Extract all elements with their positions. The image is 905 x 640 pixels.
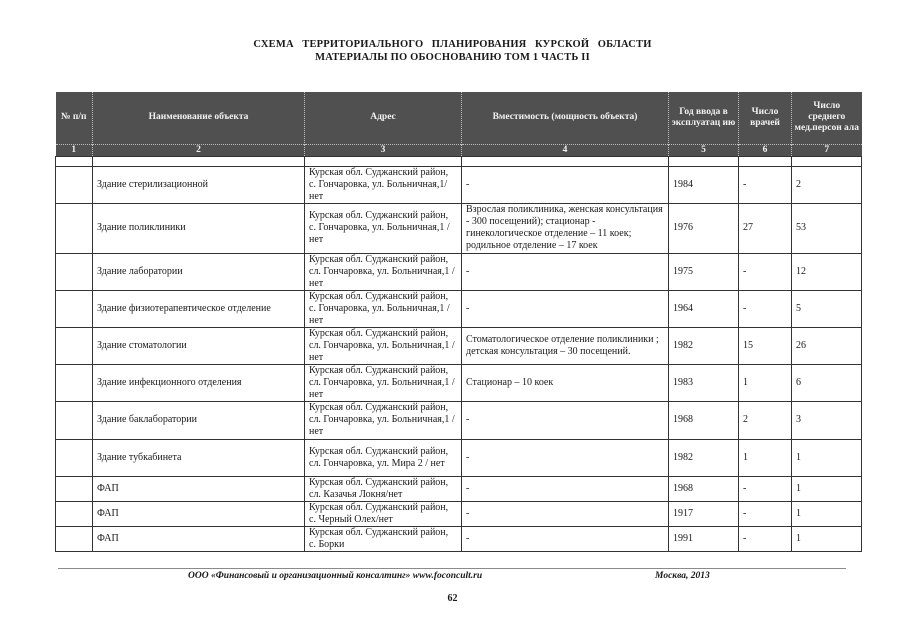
column-header-year: Год ввода в эксплуатац ию: [669, 92, 739, 144]
cell-year: 1975: [669, 253, 739, 290]
header-title-line2: МАТЕРИАЛЫ ПО ОБОСНОВАНИЮ ТОМ 1 ЧАСТЬ II: [315, 52, 590, 63]
cell-staff: 1: [792, 476, 862, 501]
cell-capacity: -: [462, 290, 669, 327]
column-number: 1: [56, 144, 93, 156]
table-row: [56, 253, 862, 290]
cell-year: 1964: [669, 290, 739, 327]
cell-doctors: 2: [739, 401, 792, 439]
column-header-name: Наименование объекта: [93, 92, 305, 144]
cell-year: 1984: [669, 166, 739, 203]
column-number: 7: [792, 144, 862, 156]
column-number: 6: [739, 144, 792, 156]
cell-capacity: -: [462, 401, 669, 439]
cell-doctors: -: [739, 253, 792, 290]
cell-number: [56, 476, 93, 501]
cell-address: Курская обл. Суджанский район, с. Черный Олех/нет: [305, 501, 462, 526]
cell-capacity: -: [462, 253, 669, 290]
cell-year: 1917: [669, 501, 739, 526]
cell-doctors: 1: [739, 439, 792, 476]
cell-year: 1968: [669, 401, 739, 439]
cell-name: ФАП: [93, 501, 305, 526]
cell-name: Здание лаборатории: [93, 253, 305, 290]
cell-address: Курская обл. Суджанский район, сл. Гончаровка, ул. Больничная,1 / нет: [305, 253, 462, 290]
cell-doctors: 15: [739, 327, 792, 364]
cell-year: 1982: [669, 439, 739, 476]
footer-company: ООО «Финансовый и организационный консалтинг» www.foconcult.ru: [188, 571, 483, 581]
cell-capacity: -: [462, 526, 669, 551]
table-header-row: [56, 92, 862, 144]
footer-divider: [58, 568, 846, 569]
cell-address: Курская обл. Суджанский район, сл. Гончаровка, ул. Больничная,1 / нет: [305, 327, 462, 364]
cell-staff: 3: [792, 401, 862, 439]
column-number-row: [56, 144, 862, 156]
table-row: [56, 290, 862, 327]
cell-name: Здание инфекционного отделения: [93, 364, 305, 401]
column-number: 2: [93, 144, 305, 156]
cell-year: 1983: [669, 364, 739, 401]
cell-capacity: Стационар – 10 коек: [462, 364, 669, 401]
column-header-number: № п/п: [56, 92, 93, 144]
cell-capacity: -: [462, 501, 669, 526]
cell-staff: 5: [792, 290, 862, 327]
table-row: [56, 364, 862, 401]
cell-doctors: -: [739, 476, 792, 501]
footer-city-year: Москва, 2013: [655, 571, 710, 581]
column-header-capacity: Вместимость (мощность объекта): [462, 92, 669, 144]
cell-number: [56, 526, 93, 551]
table-row: [56, 526, 862, 551]
cell-capacity: Взрослая поликлиника, женская консультация - 300 посещений); стационар - гинекологическое отделение – 11 коек; родильное отделение – 17 коек: [462, 203, 669, 253]
cell-address: Курская обл. Суджанский район, с. Борки: [305, 526, 462, 551]
table-row: [56, 476, 862, 501]
cell-staff: 12: [792, 253, 862, 290]
cell-name: ФАП: [93, 476, 305, 501]
cell-name: Здание поликлиники: [93, 203, 305, 253]
cell-address: Курская обл. Суджанский район, с. Гончаровка, ул. Больничная,1 /нет: [305, 203, 462, 253]
cell-address: Курская обл. Суджанский район, сл. Гончаровка, ул. Больничная,1 / нет: [305, 401, 462, 439]
cell-staff: 53: [792, 203, 862, 253]
cell-name: Здание стоматологии: [93, 327, 305, 364]
cell-doctors: -: [739, 290, 792, 327]
cell-capacity: -: [462, 476, 669, 501]
cell-year: 1976: [669, 203, 739, 253]
cell-name: Здание тубкабинета: [93, 439, 305, 476]
cell-number: [56, 439, 93, 476]
cell-name: ФАП: [93, 526, 305, 551]
cell-address: Курская обл. Суджанский район, с. Гончаровка, ул. Больничная,1/нет: [305, 166, 462, 203]
cell-number: [56, 327, 93, 364]
cell-year: 1991: [669, 526, 739, 551]
cell-doctors: 27: [739, 203, 792, 253]
cell-name: Здание баклаборатории: [93, 401, 305, 439]
cell-capacity: -: [462, 166, 669, 203]
cell-capacity: Стоматологическое отделение поликлиники ; детская консультация – 30 посещений.: [462, 327, 669, 364]
cell-address: Курская обл. Суджанский район, с. Гончаровка, ул. Больничная,1 /нет: [305, 290, 462, 327]
cell-number: [56, 501, 93, 526]
column-number: 5: [669, 144, 739, 156]
table-row: [56, 401, 862, 439]
cell-number: [56, 253, 93, 290]
cell-capacity: -: [462, 439, 669, 476]
table-row: [56, 439, 862, 476]
cell-address: Курская обл. Суджанский район, сл. Казачья Локня/нет: [305, 476, 462, 501]
cell-name: Здание стерилизационной: [93, 166, 305, 203]
table-row: [56, 203, 862, 253]
medical-facilities-table: [55, 92, 862, 552]
cell-staff: 2: [792, 166, 862, 203]
cell-address: Курская обл. Суджанский район, сл. Гончаровка, ул. Мира 2 / нет: [305, 439, 462, 476]
cell-year: 1968: [669, 476, 739, 501]
cell-staff: 1: [792, 526, 862, 551]
cell-name: Здание физиотерапевтическое отделение: [93, 290, 305, 327]
table-row: [56, 327, 862, 364]
column-header-address: Адрес: [305, 92, 462, 144]
table-row: [56, 501, 862, 526]
cell-doctors: -: [739, 526, 792, 551]
cell-doctors: -: [739, 166, 792, 203]
cell-number: [56, 401, 93, 439]
cell-doctors: -: [739, 501, 792, 526]
cell-staff: 1: [792, 501, 862, 526]
cell-staff: 1: [792, 439, 862, 476]
cell-doctors: 1: [739, 364, 792, 401]
cell-number: [56, 203, 93, 253]
cell-number: [56, 166, 93, 203]
column-header-staff: Число среднего мед.персон ала: [792, 92, 862, 144]
cell-number: [56, 290, 93, 327]
cell-staff: 6: [792, 364, 862, 401]
cell-year: 1982: [669, 327, 739, 364]
table-row: [56, 166, 862, 203]
document-header: [0, 38, 905, 64]
cell-number: [56, 364, 93, 401]
column-header-doctors: Число врачей: [739, 92, 792, 144]
cell-staff: 26: [792, 327, 862, 364]
cell-address: Курская обл. Суджанский район, сл. Гончаровка, ул. Больничная,1 / нет: [305, 364, 462, 401]
column-number: 4: [462, 144, 669, 156]
column-number: 3: [305, 144, 462, 156]
header-title-line1: СХЕМА ТЕРРИТОРИАЛЬНОГО ПЛАНИРОВАНИЯ КУРСКОЙ ОБЛАСТИ: [253, 39, 652, 50]
page-number: 62: [447, 593, 458, 604]
spacer-row: [56, 156, 862, 166]
